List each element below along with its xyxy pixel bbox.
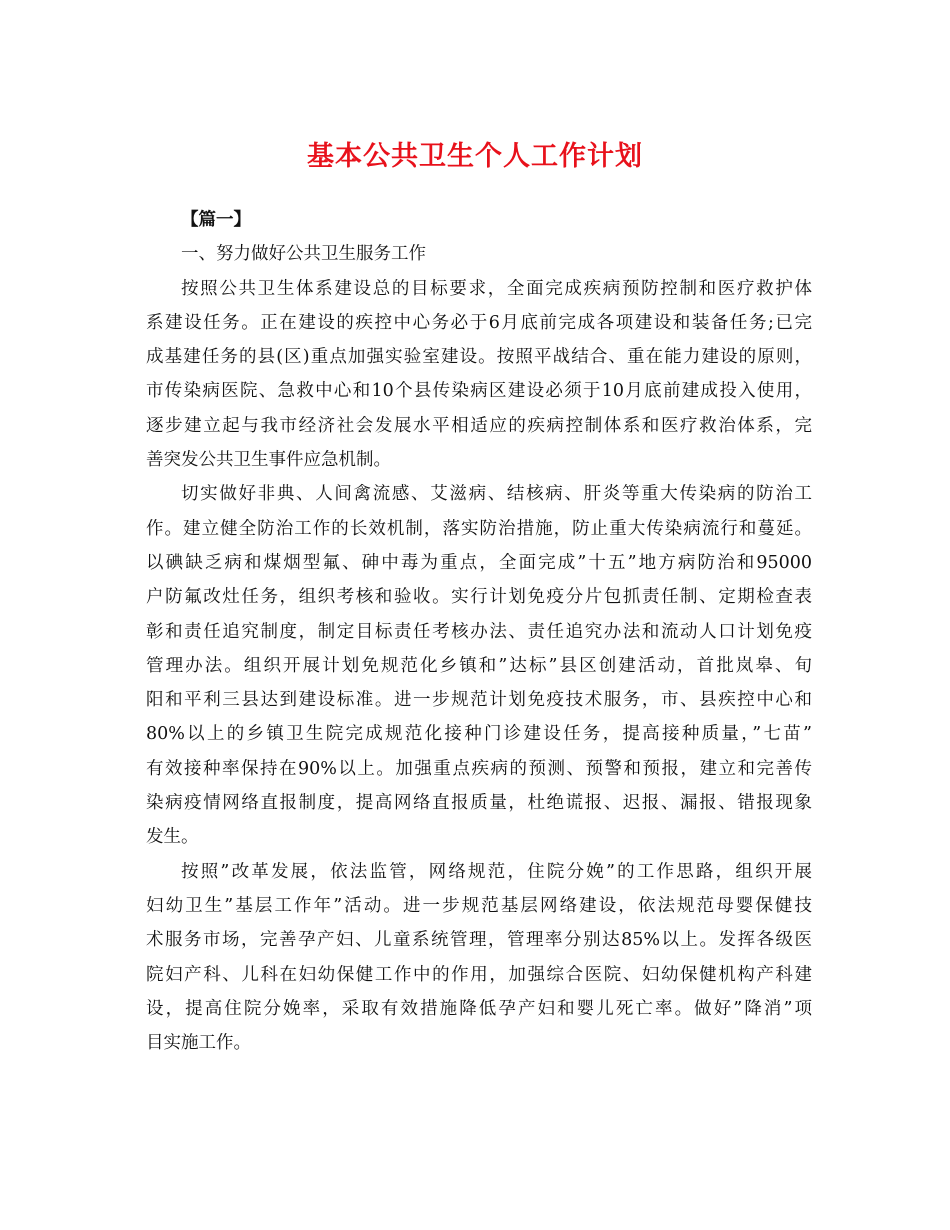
- paragraph-line: 80%以上的乡镇卫生院完成规范化接种门诊建设任务，提高接种质量，”七苗”: [146, 724, 812, 745]
- paragraph-line: 按照公共卫生体系建设总的目标要求，全面完成疾病预防控制和医疗救护体: [181, 278, 812, 299]
- paragraph-line: 按照”改革发展，依法监管，网络规范，住院分娩”的工作思路，组织开展: [181, 861, 812, 882]
- paragraph-line: 彰和责任追究制度，制定目标责任考核办法、责任追究办法和流动人口计划免疫: [146, 621, 812, 642]
- paragraph-line: 术服务市场，完善孕产妇、儿童系统管理，管理率分别达85%以上。发挥各级医: [146, 930, 812, 951]
- paragraph-line: 设，提高住院分娩率，采取有效措施降低孕产妇和婴儿死亡率。做好”降消”项: [146, 998, 812, 1019]
- paragraph-line: 阳和平利三县达到建设标准。进一步规范计划免疫技术服务，市、县疾控中心和: [146, 690, 812, 711]
- paragraph-line: 发生。: [146, 827, 199, 848]
- paragraph-line: 户防氟改灶任务，组织考核和验收。实行计划免疫分片包抓责任制、定期检查表: [146, 587, 812, 608]
- paragraph-line: 成基建任务的县(区)重点加强实验室建设。按照平战结合、重在能力建设的原则，: [146, 347, 812, 368]
- document-body: [146, 203, 812, 1060]
- paragraph-line: 目实施工作。: [146, 1033, 251, 1054]
- paragraph-line: 市传染病医院、急救中心和10个县传染病区建设必须于10月底前建成投入使用，: [146, 381, 812, 402]
- paragraph-line: 管理办法。组织开展计划免规范化乡镇和”达标”县区创建活动，首批岚皋、旬: [146, 655, 812, 676]
- paragraph-line: 有效接种率保持在90%以上。加强重点疾病的预测、预警和预报，建立和完善传: [146, 758, 812, 779]
- paragraph-line: 系建设任务。正在建设的疾控中心务必于6月底前完成各项建设和装备任务;已完: [146, 312, 812, 333]
- section-heading: 一、努力做好公共卫生服务工作: [181, 244, 426, 265]
- paragraph-line: 切实做好非典、人间禽流感、艾滋病、结核病、肝炎等重大传染病的防治工: [181, 484, 812, 505]
- paragraph-line: 以碘缺乏病和煤烟型氟、砷中毒为重点，全面完成”十五”地方病防治和95000: [146, 552, 812, 573]
- paragraph-line: 院妇产科、儿科在妇幼保健工作中的作用，加强综合医院、妇幼保健机构产科建: [146, 964, 812, 985]
- paragraph-line: 逐步建立起与我市经济社会发展水平相适应的疾病控制体系和医疗救治体系，完: [146, 415, 812, 436]
- paragraph-line: 善突发公共卫生事件应急机制。: [146, 450, 391, 471]
- paragraph-line: 染病疫情网络直报制度，提高网络直报质量，杜绝谎报、迟报、漏报、错报现象: [146, 793, 812, 814]
- document-title: 基本公共卫生个人工作计划: [307, 141, 643, 172]
- paragraph-line: 妇幼卫生”基层工作年”活动。进一步规范基层网络建设，依法规范母婴保健技: [146, 895, 812, 916]
- paragraph-line: 作。建立健全防治工作的长效机制，落实防治措施，防止重大传染病流行和蔓延。: [146, 518, 812, 539]
- section-label: 【篇一】: [181, 210, 251, 230]
